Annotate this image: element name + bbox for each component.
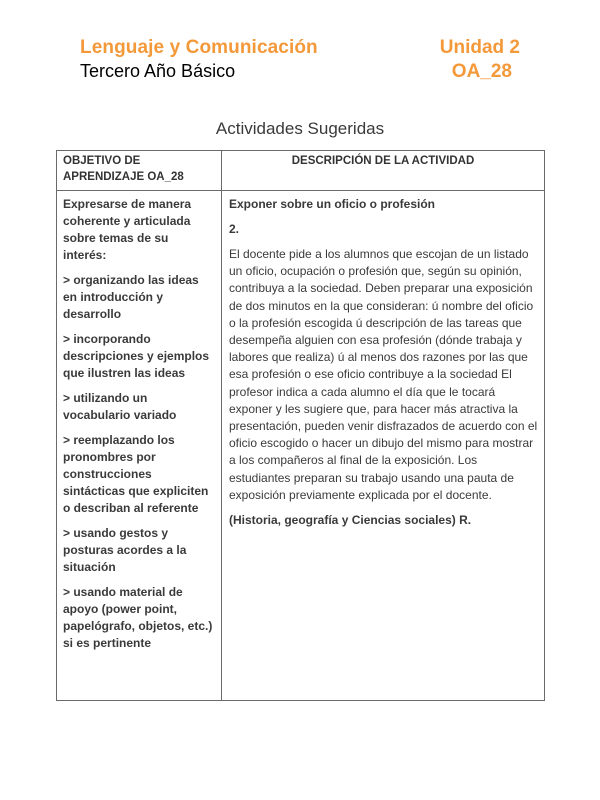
table-row — [57, 191, 545, 701]
objective-item: > utilizando un vocabulario variado — [63, 391, 177, 422]
activity-number: 2. — [229, 222, 240, 236]
section-title: Actividades Sugeridas — [215, 119, 385, 138]
objective-header: OBJETIVO DE APRENDIZAJE OA_28 — [57, 151, 222, 191]
objective-cell — [57, 191, 222, 701]
header-row-bottom — [80, 60, 520, 83]
objective-item: > organizando las ideas en introducción y desarrollo — [63, 273, 199, 321]
objective-item: > usando gestos y posturas acordes a la situación — [63, 526, 187, 574]
subject-title: Lenguaje y Comunicación — [80, 37, 318, 58]
objective-item: > incorporando descripciones y ejemplos que ilustren las ideas — [63, 332, 210, 380]
activities-table — [56, 150, 545, 701]
activity-title: Exponer sobre un oficio o profesión — [229, 197, 436, 211]
description-cell — [222, 191, 545, 701]
grade-label: Tercero Año Básico — [80, 61, 236, 81]
unit-label: Unidad 2 — [439, 37, 520, 58]
objective-item: > reemplazando los pronombres por construcciones sintácticas que expliciten o describan al referente — [63, 433, 209, 515]
description-header: DESCRIPCIÓN DE LA ACTIVIDAD — [222, 151, 545, 191]
objective-intro: Expresarse de manera coherente y articulada sobre temas de su interés: — [63, 197, 192, 262]
activity-subjects: (Historia, geografía y Ciencias sociales) R. — [229, 513, 472, 528]
activity-body: El docente pide a los alumnos que escojan de un listado un oficio, ocupación o profesión que, según su opinión, contribuya a la sociedad. Deben preparar una exposición de dos minutos en la que consideran: ú nombre del oficio o la profesión escogida ú descripción de las tareas que desempeña alguien con esa profesión (dónde trabaja y labores que realiza) ú al menos dos razones por las que esa profesión o ese oficio contribuye a la sociedad El profesor indica a cada alumno el día que le tocará exponer y les sugiere que, para hacer más atractiva la presentación, pueden venir disfrazados de acuerdo con el oficio escogido o hacer un dibujo del mismo para mostrar a los compañeros al final de la exposición. Los estudiantes preparan su trabajo usando una pauta de exposición previamente explicada por el docente. — [229, 247, 538, 502]
table-header-row — [57, 151, 545, 191]
header-row-top — [80, 36, 520, 60]
oa-code-label: OA_28 — [451, 61, 512, 82]
objective-item: > usando material de apoyo (power point, papelógrafo, objetos, etc.) si es pertinente — [63, 585, 213, 650]
page-header — [80, 36, 520, 83]
